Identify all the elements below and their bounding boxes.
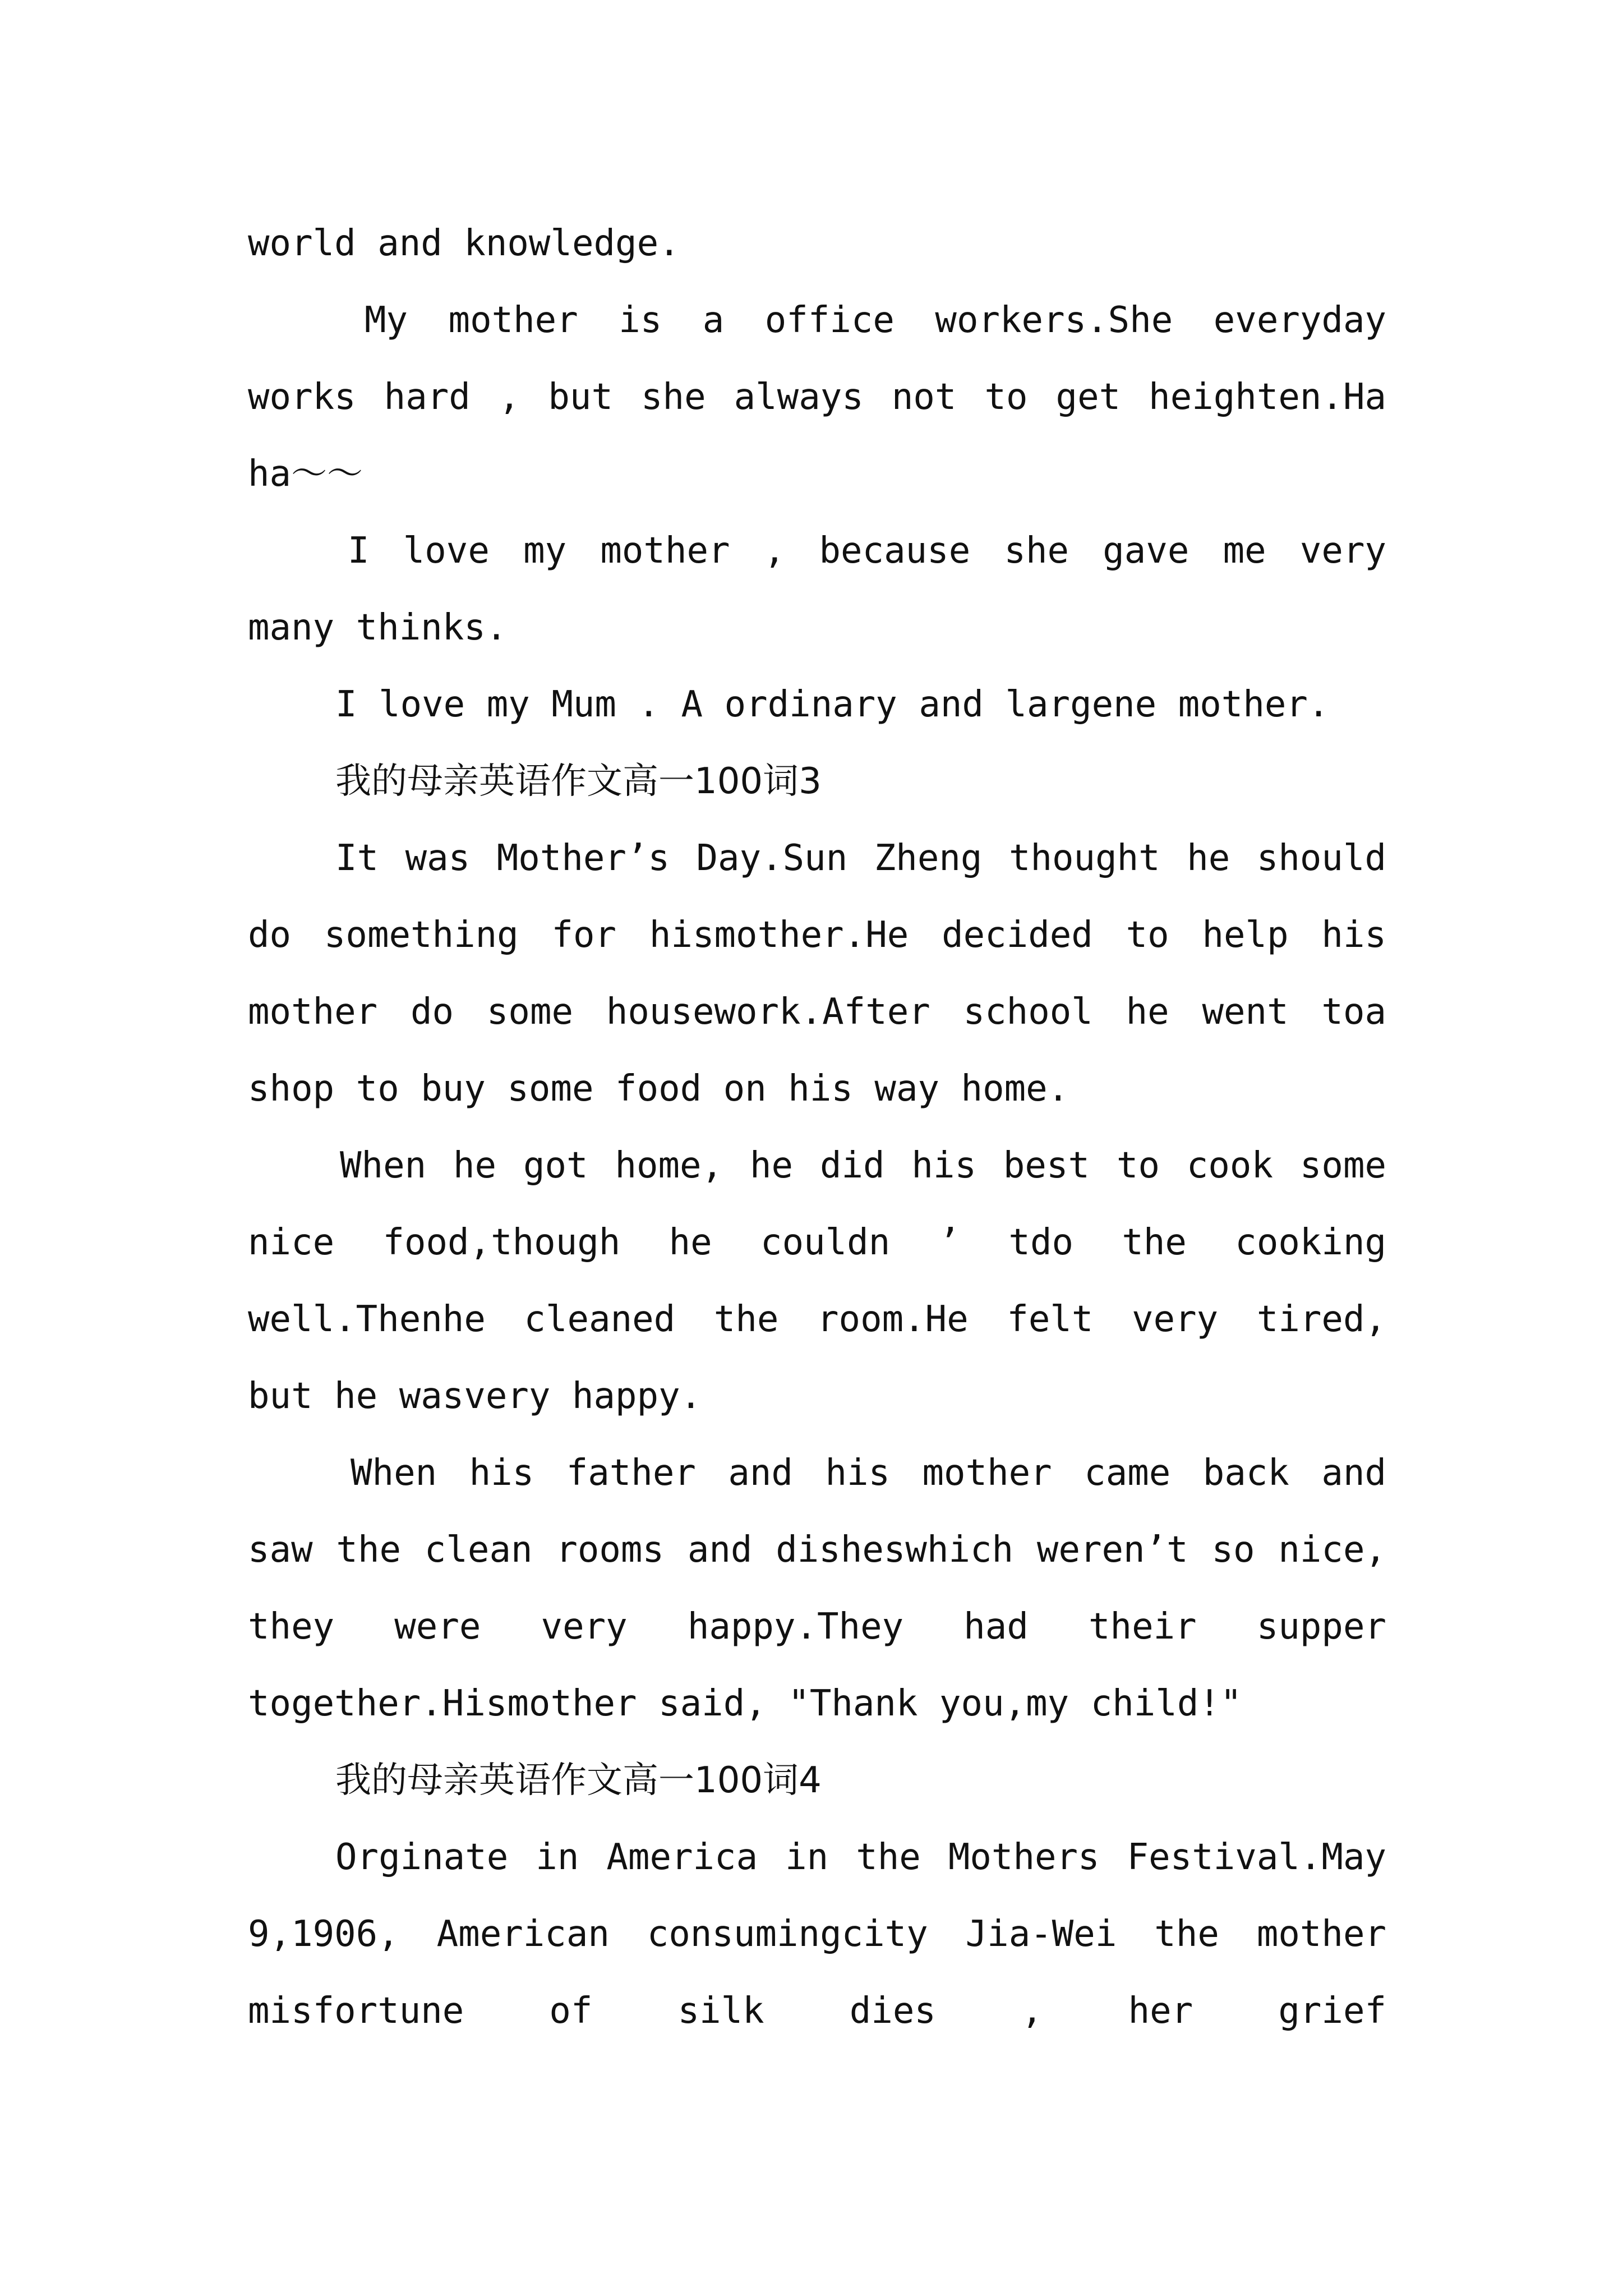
paragraph-line: My mother is a office workers.She everyday xyxy=(365,300,1386,341)
paragraph-line: 9,1906, American consumingcity Jia-Wei the mother xyxy=(248,1913,1386,1955)
text-line: together.Hismother said, "Thank you,my child!" xyxy=(248,1683,1242,1724)
paragraph-line: I love my mother , because she gave me very xyxy=(348,530,1386,572)
paragraph-line: well.Thenhe cleaned the room.He felt very tired, xyxy=(248,1299,1386,1340)
paragraph-line: do something for hismother.He decided to help his xyxy=(248,914,1386,956)
paragraph-line: When his father and his mother came back and xyxy=(351,1452,1386,1494)
paragraph-line: nice food,though he couldn ’ tdo the cooking xyxy=(248,1222,1386,1263)
text-line: I love my Mum . A ordinary and largene mother. xyxy=(335,684,1330,725)
paragraph-line: saw the clean rooms and disheswhich weren’t so nice, xyxy=(248,1529,1386,1571)
text-line: shop to buy some food on his way home. xyxy=(248,1068,1069,1110)
paragraph-line: Orginate in America in the Mothers Festival.May xyxy=(335,1837,1386,1878)
paragraph-line: works hard , but she always not to get heighten.Ha xyxy=(248,376,1386,418)
paragraph-line: It was Mother’s Day.Sun Zheng thought he should xyxy=(335,838,1386,879)
paragraph-line: they were very happy.They had their supper xyxy=(248,1606,1386,1648)
text-line: world and knowledge. xyxy=(248,223,680,264)
text-line: many thinks. xyxy=(248,607,508,648)
section-heading: 我的母亲英语作文高一100词4 xyxy=(335,1760,822,1801)
paragraph-line: mother do some housework.After school he went toa xyxy=(248,991,1386,1033)
paragraph-line: misfortune of silk dies , her grief xyxy=(248,1990,1386,2032)
text-line: ha～～ xyxy=(248,453,363,495)
paragraph-line: When he got home, he did his best to cook some xyxy=(340,1145,1386,1186)
section-heading: 我的母亲英语作文高一100词3 xyxy=(335,761,822,802)
text-line: but he wasvery happy. xyxy=(248,1375,702,1417)
